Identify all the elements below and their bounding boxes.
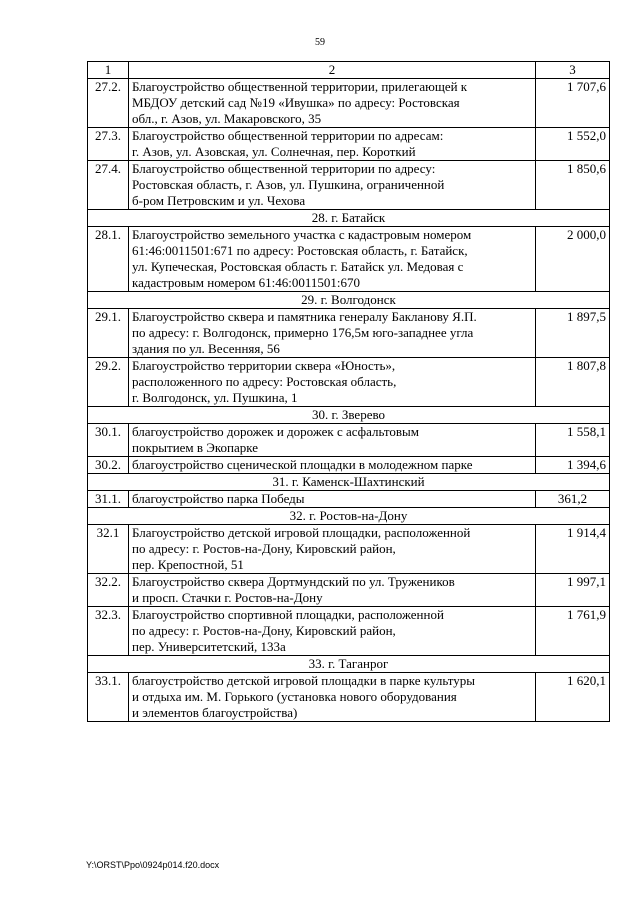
description-line: Благоустройство общественной территории по адресу: bbox=[132, 161, 436, 176]
description-line: расположенного по адресу: Ростовская область, bbox=[132, 374, 397, 389]
description-line: Благоустройство сквера Дортмундский по ул. Тружеников bbox=[132, 574, 455, 589]
description-line: пер. Крепостной, 51 bbox=[132, 557, 244, 572]
item-amount: 1 558,1 bbox=[536, 424, 610, 457]
description-line: и просп. Стачки г. Ростов-на-Дону bbox=[132, 590, 323, 605]
table-row bbox=[88, 673, 610, 722]
description-line: по адресу: г. Ростов-на-Дону, Кировский район, bbox=[132, 623, 396, 638]
item-amount: 1 552,0 bbox=[536, 128, 610, 161]
item-description bbox=[129, 673, 536, 722]
description-line: г. Волгодонск, ул. Пушкина, 1 bbox=[132, 390, 298, 405]
description-line: ул. Купеческая, Ростовская область г. Батайск ул. Медовая с bbox=[132, 259, 464, 274]
page-number: 59 bbox=[315, 37, 325, 48]
description-line: благоустройство сценической площадки в молодежном парке bbox=[132, 457, 473, 472]
section-row bbox=[88, 656, 610, 673]
item-number: 27.4. bbox=[88, 161, 129, 210]
section-title: 32. г. Ростов-на-Дону bbox=[88, 508, 610, 525]
description-line: МБДОУ детский сад №19 «Ивушка» по адресу: Ростовская bbox=[132, 95, 460, 110]
item-number: 32.3. bbox=[88, 607, 129, 656]
table-row bbox=[88, 525, 610, 574]
description-line: обл., г. Азов, ул. Макаровского, 35 bbox=[132, 111, 322, 126]
item-number: 27.3. bbox=[88, 128, 129, 161]
item-amount: 1 897,5 bbox=[536, 309, 610, 358]
section-row bbox=[88, 508, 610, 525]
item-amount: 1 850,6 bbox=[536, 161, 610, 210]
table-row bbox=[88, 161, 610, 210]
table-row bbox=[88, 574, 610, 607]
item-amount: 1 620,1 bbox=[536, 673, 610, 722]
item-description bbox=[129, 79, 536, 128]
section-title: 28. г. Батайск bbox=[88, 210, 610, 227]
table-header-row bbox=[88, 62, 610, 79]
description-line: Благоустройство сквера и памятника генералу Бакланову Я.П. bbox=[132, 309, 477, 324]
table-row bbox=[88, 128, 610, 161]
description-line: и элементов благоустройства) bbox=[132, 705, 298, 720]
item-number: 32.2. bbox=[88, 574, 129, 607]
description-line: по адресу: г. Волгодонск, примерно 176,5м юго-западнее угла bbox=[132, 325, 474, 340]
item-amount: 1 997,1 bbox=[536, 574, 610, 607]
item-description bbox=[129, 128, 536, 161]
table-row bbox=[88, 358, 610, 407]
description-line: по адресу: г. Ростов-на-Дону, Кировский район, bbox=[132, 541, 396, 556]
description-line: Благоустройство земельного участка с кадастровым номером bbox=[132, 227, 472, 242]
item-amount: 1 807,8 bbox=[536, 358, 610, 407]
description-line: благоустройство парка Победы bbox=[132, 491, 305, 506]
item-number: 29.2. bbox=[88, 358, 129, 407]
section-title: 31. г. Каменск-Шахтинский bbox=[88, 474, 610, 491]
description-line: благоустройство детской игровой площадки в парке культуры bbox=[132, 673, 475, 688]
item-description bbox=[129, 227, 536, 292]
description-line: кадастровым номером 61:46:0011501:670 bbox=[132, 275, 361, 290]
description-line: б-ром Петровским и ул. Чехова bbox=[132, 193, 306, 208]
section-row bbox=[88, 407, 610, 424]
item-number: 29.1. bbox=[88, 309, 129, 358]
table-row bbox=[88, 309, 610, 358]
description-line: г. Азов, ул. Азовская, ул. Солнечная, пер. Короткий bbox=[132, 144, 416, 159]
section-title: 29. г. Волгодонск bbox=[88, 292, 610, 309]
item-amount: 1 761,9 bbox=[536, 607, 610, 656]
table-row bbox=[88, 424, 610, 457]
section-row bbox=[88, 474, 610, 491]
item-amount: 1 914,4 bbox=[536, 525, 610, 574]
description-line: Благоустройство детской игровой площадки, расположенной bbox=[132, 525, 471, 540]
item-number: 27.2. bbox=[88, 79, 129, 128]
item-description bbox=[129, 574, 536, 607]
description-line: Благоустройство общественной территории, прилегающей к bbox=[132, 79, 468, 94]
item-description bbox=[129, 491, 536, 508]
description-line: пер. Университетский, 133а bbox=[132, 639, 286, 654]
item-description bbox=[129, 457, 536, 474]
item-description bbox=[129, 607, 536, 656]
description-line: Ростовская область, г. Азов, ул. Пушкина, ограниченной bbox=[132, 177, 445, 192]
item-number: 32.1 bbox=[88, 525, 129, 574]
item-amount: 1 707,6 bbox=[536, 79, 610, 128]
header-cell-1: 1 bbox=[88, 62, 129, 79]
section-row bbox=[88, 292, 610, 309]
item-amount: 2 000,0 bbox=[536, 227, 610, 292]
item-number: 31.1. bbox=[88, 491, 129, 508]
table-row bbox=[88, 79, 610, 128]
item-description bbox=[129, 424, 536, 457]
description-line: покрытием в Экопарке bbox=[132, 440, 259, 455]
description-line: Благоустройство спортивной площадки, расположенной bbox=[132, 607, 444, 622]
item-description bbox=[129, 525, 536, 574]
header-cell-2: 2 bbox=[129, 62, 536, 79]
description-line: 61:46:0011501:671 по адресу: Ростовская область, г. Батайск, bbox=[132, 243, 468, 258]
description-line: Благоустройство территории сквера «Юность», bbox=[132, 358, 396, 373]
footer-file-path: Y:\ORST\Ppo\0924p014.f20.docx bbox=[86, 860, 220, 870]
description-line: здания по ул. Весенняя, 56 bbox=[132, 341, 280, 356]
item-description bbox=[129, 358, 536, 407]
item-amount: 1 394,6 bbox=[536, 457, 610, 474]
description-line: благоустройство дорожек и дорожек с асфальтовым bbox=[132, 424, 420, 439]
table-row bbox=[88, 607, 610, 656]
item-amount: 361,2 bbox=[536, 491, 610, 508]
description-line: и отдыха им. М. Горького (установка нового оборудования bbox=[132, 689, 457, 704]
item-description bbox=[129, 161, 536, 210]
item-number: 28.1. bbox=[88, 227, 129, 292]
section-title: 33. г. Таганрог bbox=[88, 656, 610, 673]
item-number: 30.1. bbox=[88, 424, 129, 457]
funding-table bbox=[87, 61, 610, 722]
item-description bbox=[129, 309, 536, 358]
item-number: 33.1. bbox=[88, 673, 129, 722]
description-line: Благоустройство общественной территории по адресам: bbox=[132, 128, 444, 143]
header-cell-3: 3 bbox=[536, 62, 610, 79]
table-row bbox=[88, 227, 610, 292]
section-row bbox=[88, 210, 610, 227]
item-number: 30.2. bbox=[88, 457, 129, 474]
section-title: 30. г. Зверево bbox=[88, 407, 610, 424]
table-row bbox=[88, 457, 610, 474]
table-row bbox=[88, 491, 610, 508]
